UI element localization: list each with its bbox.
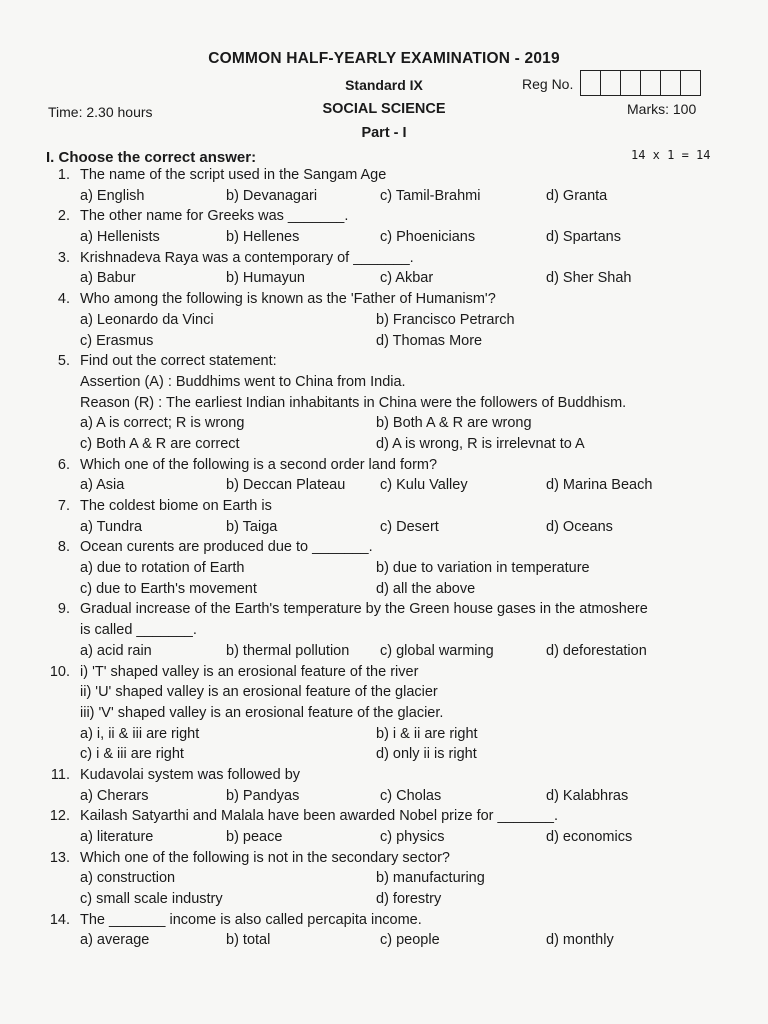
options-line: [0, 785, 768, 806]
answer-option: b) peace: [226, 829, 283, 845]
answer-option: c) Both A & R are correct: [80, 435, 240, 452]
answer-option: b) total: [226, 932, 271, 949]
question-continuation: [0, 681, 768, 702]
question-line: [0, 454, 768, 475]
options-line: [0, 929, 768, 950]
answer-option: a) Tundra: [80, 518, 143, 535]
question-number: 10.: [49, 663, 70, 680]
question-text: is called _______.: [80, 622, 197, 639]
options-line: [0, 826, 768, 847]
answer-option: c) people: [380, 932, 440, 949]
answer-option: c) due to Earth's movement: [80, 580, 257, 597]
part-label: Part - I: [361, 125, 407, 141]
question-line: [0, 536, 768, 557]
question-number: 1.: [57, 167, 70, 183]
question-text: i) 'T' shaped valley is an erosional feature of the river: [80, 663, 419, 680]
answer-option: d) Kalabhras: [546, 787, 629, 804]
answer-option: a) due to rotation of Earth: [80, 560, 245, 577]
answer-option: c) i & iii are right: [80, 746, 184, 763]
question-text: iii) 'V' shaped valley is an erosional feature of the glacier.: [80, 704, 444, 721]
options-line: [0, 578, 768, 599]
question-number: 9.: [57, 601, 70, 618]
reg-no-box: [621, 71, 641, 95]
options-line: [0, 723, 768, 744]
answer-option: c) physics: [380, 829, 445, 845]
reg-no-box: [641, 71, 661, 95]
answer-option: a) Asia: [80, 477, 125, 494]
answer-option: d) deforestation: [546, 642, 647, 659]
answer-option: c) Desert: [380, 518, 439, 535]
options-line: [0, 516, 768, 537]
exam-marks: Marks: 100: [627, 101, 697, 117]
options-line: [0, 433, 768, 454]
options-line: [0, 867, 768, 888]
question-number: 3.: [57, 249, 70, 266]
question-list: [0, 164, 768, 950]
question-line: [0, 598, 768, 619]
answer-option: c) Erasmus: [80, 332, 154, 349]
answer-option: c) Phoenicians: [380, 229, 476, 246]
answer-option: a) average: [80, 932, 150, 949]
answer-option: d) forestry: [376, 891, 442, 908]
question-number: 7.: [57, 498, 70, 514]
answer-option: a) Leonardo da Vinci: [80, 311, 214, 328]
reg-no-box: [581, 71, 601, 95]
reg-no-box: [601, 71, 621, 95]
question-line: [0, 847, 768, 868]
question-number: 2.: [57, 208, 70, 225]
question-text: The coldest biome on Earth is: [80, 498, 272, 514]
answer-option: b) Devanagari: [226, 187, 318, 204]
question-continuation: [0, 392, 768, 413]
question-continuation: [0, 619, 768, 640]
answer-option: c) global warming: [380, 642, 494, 659]
question-text: Reason (R) : The earliest Indian inhabitants in China were the followers of Buddhism.: [80, 394, 627, 411]
answer-option: a) Babur: [80, 270, 136, 287]
exam-title: COMMON HALF-YEARLY EXAMINATION - 2019: [208, 50, 560, 67]
answer-option: b) Hellenes: [226, 229, 300, 246]
options-line: [0, 309, 768, 330]
question-continuation: [0, 371, 768, 392]
question-line: [0, 164, 768, 185]
question-text: Kailash Satyarthi and Malala have been awarded Nobel prize for _______.: [80, 808, 559, 825]
answer-option: b) manufacturing: [376, 870, 485, 887]
question-number: 11.: [50, 766, 70, 783]
answer-option: d) Oceans: [546, 518, 613, 535]
question-line: [0, 205, 768, 226]
standard-label: Standard IX: [345, 77, 423, 93]
answer-option: d) all the above: [376, 580, 476, 597]
question-text: The name of the script used in the Sangam Age: [80, 167, 387, 183]
section-heading: I. Choose the correct answer:: [46, 149, 257, 166]
reg-no-box: [681, 71, 700, 95]
answer-option: c) Cholas: [380, 787, 442, 804]
options-line: [0, 185, 768, 206]
subject-title: SOCIAL SCIENCE: [322, 101, 446, 117]
question-line: [0, 247, 768, 268]
options-line: [0, 474, 768, 495]
question-text: Who among the following is known as the 'Father of Humanism'?: [80, 291, 496, 308]
options-line: [0, 743, 768, 764]
question-continuation: [0, 702, 768, 723]
answer-option: a) English: [80, 187, 145, 204]
options-line: [0, 226, 768, 247]
answer-option: b) Pandyas: [226, 787, 300, 804]
question-line: [0, 661, 768, 682]
options-line: [0, 640, 768, 661]
question-number: 5.: [57, 353, 70, 370]
options-line: [0, 330, 768, 351]
question-line: [0, 764, 768, 785]
answer-option: d) Sher Shah: [546, 270, 632, 287]
question-line: [0, 495, 768, 516]
question-line: [0, 909, 768, 930]
answer-option: a) i, ii & iii are right: [80, 725, 200, 742]
options-line: [0, 412, 768, 433]
answer-option: d) monthly: [546, 932, 614, 949]
answer-option: a) construction: [80, 870, 176, 887]
options-line: [0, 267, 768, 288]
question-text: Gradual increase of the Earth's temperature by the Green house gases in the atmoshere: [80, 601, 648, 618]
answer-option: b) Deccan Plateau: [226, 477, 346, 494]
question-text: Assertion (A) : Buddhims went to China from India.: [80, 373, 406, 390]
reg-no-boxes: [580, 70, 701, 96]
answer-option: c) Tamil-Brahmi: [380, 187, 481, 204]
answer-option: b) i & ii are right: [376, 725, 478, 742]
question-text: The other name for Greeks was _______.: [80, 208, 349, 225]
answer-option: a) acid rain: [80, 642, 152, 659]
answer-option: d) Granta: [546, 187, 608, 204]
question-line: [0, 288, 768, 309]
options-line: [0, 888, 768, 909]
answer-option: c) Akbar: [380, 270, 434, 287]
question-number: 12.: [49, 808, 70, 825]
answer-option: a) Hellenists: [80, 229, 160, 246]
question-text: Krishnadeva Raya was a contemporary of _______.: [80, 249, 414, 266]
question-number: 4.: [57, 291, 70, 308]
answer-option: a) Cherars: [80, 787, 149, 804]
question-text: Ocean curents are produced due to _______.: [80, 539, 373, 556]
reg-no-box: [661, 71, 681, 95]
section-scoring: 14 x 1 = 14: [631, 148, 711, 162]
question-text: The _______ income is also called percapita income.: [80, 911, 422, 928]
answer-option: d) Spartans: [546, 229, 621, 246]
question-text: Kudavolai system was followed by: [80, 766, 301, 783]
question-text: ii) 'U' shaped valley is an erosional feature of the glacier: [80, 684, 438, 701]
question-number: 8.: [57, 539, 70, 556]
answer-option: d) only ii is right: [376, 746, 477, 763]
answer-option: b) Francisco Petrarch: [376, 311, 515, 328]
answer-option: b) thermal pollution: [226, 642, 350, 659]
answer-option: b) Humayun: [226, 270, 305, 287]
answer-option: b) Taiga: [226, 518, 278, 535]
exam-time: Time: 2.30 hours: [48, 104, 153, 120]
answer-option: b) Both A & R are wrong: [376, 415, 532, 432]
answer-option: a) A is correct; R is wrong: [80, 415, 245, 432]
question-text: Find out the correct statement:: [80, 353, 277, 370]
answer-option: b) due to variation in temperature: [376, 560, 590, 577]
question-number: 13.: [49, 849, 70, 866]
answer-option: d) economics: [546, 829, 633, 845]
question-line: [0, 350, 768, 371]
question-text: Which one of the following is not in the secondary sector?: [80, 849, 450, 866]
question-line: [0, 805, 768, 826]
answer-option: c) small scale industry: [80, 891, 223, 908]
reg-no-label: Reg No.: [522, 76, 574, 92]
answer-option: d) A is wrong, R is irrelevnat to A: [376, 435, 585, 452]
question-text: Which one of the following is a second order land form?: [80, 456, 438, 473]
answer-option: a) literature: [80, 829, 154, 845]
answer-option: c) Kulu Valley: [380, 477, 468, 494]
question-number: 14.: [49, 911, 70, 928]
options-line: [0, 557, 768, 578]
answer-option: d) Thomas More: [376, 332, 483, 349]
question-number: 6.: [57, 456, 70, 473]
answer-option: d) Marina Beach: [546, 477, 653, 494]
